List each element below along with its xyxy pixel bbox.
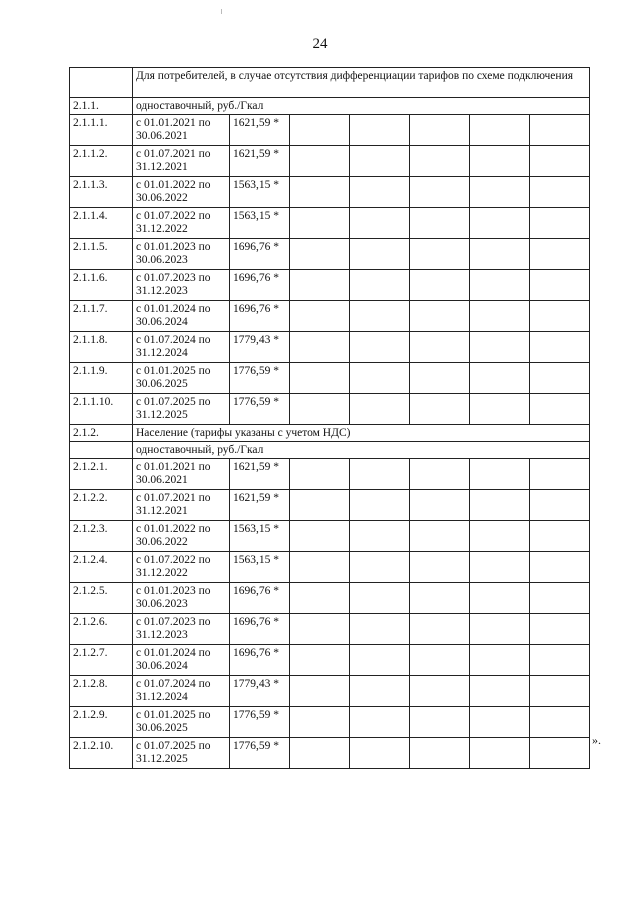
empty-cell <box>290 552 350 583</box>
page-number: 24 <box>312 36 328 52</box>
table-row <box>70 115 590 146</box>
empty-cell <box>530 363 590 394</box>
row-tariff-value: 1696,76 * <box>230 270 290 301</box>
period-start: с 01.01.2025 по <box>136 709 211 721</box>
empty-cell <box>350 583 410 614</box>
empty-cell <box>290 583 350 614</box>
row-tariff-value: 1696,76 * <box>230 583 290 614</box>
subsection-row <box>70 442 590 459</box>
empty-cell <box>410 177 470 208</box>
row-tariff-value: 1563,15 * <box>230 177 290 208</box>
row-period <box>133 521 230 552</box>
row-code: 2.1.1.2. <box>70 146 133 177</box>
empty-cell <box>530 394 590 425</box>
empty-cell <box>290 363 350 394</box>
empty-cell <box>470 645 530 676</box>
empty-cell <box>530 490 590 521</box>
empty-cell <box>350 645 410 676</box>
row-period <box>133 645 230 676</box>
section-code: 2.1.2. <box>70 425 133 442</box>
section-row <box>70 425 590 442</box>
empty-cell <box>470 146 530 177</box>
period-end: 31.12.2021 <box>136 505 188 517</box>
row-period <box>133 552 230 583</box>
row-tariff-value: 1776,59 * <box>230 394 290 425</box>
empty-cell <box>530 115 590 146</box>
table-row <box>70 521 590 552</box>
empty-cell <box>530 208 590 239</box>
header-title: Для потребителей, в случае отсутствия дифференциации тарифов по схеме подключения <box>133 68 590 98</box>
empty-cell <box>290 239 350 270</box>
empty-cell <box>290 146 350 177</box>
period-end: 31.12.2023 <box>136 629 188 641</box>
period-end: 30.06.2022 <box>136 536 188 548</box>
row-code: 2.1.1.3. <box>70 177 133 208</box>
empty-cell <box>530 614 590 645</box>
empty-cell <box>290 707 350 738</box>
empty-cell <box>410 707 470 738</box>
empty-cell <box>470 583 530 614</box>
empty-cell <box>530 521 590 552</box>
empty-cell <box>530 738 590 769</box>
row-code: 2.1.1.1. <box>70 115 133 146</box>
empty-cell <box>290 459 350 490</box>
period-end: 30.06.2023 <box>136 598 188 610</box>
empty-cell <box>410 363 470 394</box>
empty-cell <box>470 552 530 583</box>
section-b-rows <box>70 459 590 769</box>
table-row <box>70 301 590 332</box>
empty-cell <box>350 332 410 363</box>
empty-cell <box>530 552 590 583</box>
row-period <box>133 459 230 490</box>
empty-cell <box>470 270 530 301</box>
empty-cell <box>350 394 410 425</box>
row-tariff-value: 1696,76 * <box>230 614 290 645</box>
empty-cell <box>290 521 350 552</box>
row-period <box>133 707 230 738</box>
empty-cell <box>410 239 470 270</box>
header-row <box>70 68 590 98</box>
period-start: с 01.07.2022 по <box>136 554 211 566</box>
row-code: 2.1.2.4. <box>70 552 133 583</box>
empty-cell <box>350 301 410 332</box>
table-row <box>70 738 590 769</box>
empty-cell <box>410 115 470 146</box>
row-tariff-value: 1776,59 * <box>230 707 290 738</box>
period-end: 30.06.2021 <box>136 130 188 142</box>
period-start: с 01.01.2023 по <box>136 585 211 597</box>
empty-cell <box>350 614 410 645</box>
row-code: 2.1.2.9. <box>70 707 133 738</box>
row-code: 2.1.1.5. <box>70 239 133 270</box>
table-row <box>70 676 590 707</box>
empty-cell <box>290 270 350 301</box>
empty-cell <box>350 239 410 270</box>
row-tariff-value: 1563,15 * <box>230 552 290 583</box>
empty-cell <box>530 270 590 301</box>
empty-cell <box>470 676 530 707</box>
table-row <box>70 363 590 394</box>
empty-cell <box>350 363 410 394</box>
empty-cell <box>290 394 350 425</box>
empty-cell <box>410 552 470 583</box>
period-end: 30.06.2025 <box>136 378 188 390</box>
table-row <box>70 459 590 490</box>
period-end: 30.06.2023 <box>136 254 188 266</box>
empty-cell <box>290 177 350 208</box>
row-period <box>133 115 230 146</box>
empty-cell <box>470 614 530 645</box>
empty-cell <box>470 177 530 208</box>
row-tariff-value: 1776,59 * <box>230 738 290 769</box>
empty-cell <box>350 115 410 146</box>
empty-cell <box>470 490 530 521</box>
period-start: с 01.01.2021 по <box>136 117 211 129</box>
empty-cell <box>470 301 530 332</box>
empty-cell <box>530 332 590 363</box>
row-tariff-value: 1621,59 * <box>230 146 290 177</box>
period-end: 31.12.2023 <box>136 285 188 297</box>
row-tariff-value: 1696,76 * <box>230 645 290 676</box>
empty-cell <box>530 707 590 738</box>
period-start: с 01.01.2023 по <box>136 241 211 253</box>
section-row <box>70 98 590 115</box>
empty-cell <box>410 208 470 239</box>
row-code: 2.1.2.8. <box>70 676 133 707</box>
table-row <box>70 332 590 363</box>
row-period <box>133 583 230 614</box>
empty-cell <box>470 332 530 363</box>
subsection-code-cell <box>70 442 133 459</box>
period-start: с 01.01.2025 по <box>136 365 211 377</box>
row-code: 2.1.1.7. <box>70 301 133 332</box>
row-code: 2.1.1.6. <box>70 270 133 301</box>
period-end: 30.06.2024 <box>136 316 188 328</box>
section-label: одноставочный, руб./Гкал <box>133 442 590 459</box>
empty-cell <box>290 614 350 645</box>
row-code: 2.1.1.9. <box>70 363 133 394</box>
period-end: 30.06.2021 <box>136 474 188 486</box>
table-row <box>70 146 590 177</box>
empty-cell <box>410 645 470 676</box>
empty-cell <box>470 459 530 490</box>
row-tariff-value: 1779,43 * <box>230 676 290 707</box>
closing-quote: ». <box>592 733 601 747</box>
empty-cell <box>350 552 410 583</box>
period-end: 30.06.2022 <box>136 192 188 204</box>
empty-cell <box>530 459 590 490</box>
empty-cell <box>290 332 350 363</box>
row-period <box>133 208 230 239</box>
empty-cell <box>410 394 470 425</box>
empty-cell <box>410 614 470 645</box>
section-label: одноставочный, руб./Гкал <box>133 98 590 115</box>
empty-cell <box>530 676 590 707</box>
period-start: с 01.01.2024 по <box>136 303 211 315</box>
table-row <box>70 490 590 521</box>
empty-cell <box>530 146 590 177</box>
empty-cell <box>530 583 590 614</box>
empty-cell <box>470 394 530 425</box>
table-row <box>70 707 590 738</box>
empty-cell <box>410 490 470 521</box>
section-title: Население (тарифы указаны с учетом НДС) <box>133 425 590 442</box>
empty-cell <box>350 270 410 301</box>
period-end: 31.12.2025 <box>136 753 188 765</box>
row-tariff-value: 1776,59 * <box>230 363 290 394</box>
period-start: с 01.07.2023 по <box>136 272 211 284</box>
row-tariff-value: 1563,15 * <box>230 521 290 552</box>
row-period <box>133 676 230 707</box>
empty-cell <box>470 707 530 738</box>
empty-cell <box>290 115 350 146</box>
row-code: 2.1.1.8. <box>70 332 133 363</box>
empty-cell <box>290 301 350 332</box>
table-row <box>70 614 590 645</box>
period-start: с 01.01.2021 по <box>136 461 211 473</box>
table-row <box>70 394 590 425</box>
row-period <box>133 614 230 645</box>
empty-cell <box>290 208 350 239</box>
row-code: 2.1.1.10. <box>70 394 133 425</box>
period-end: 30.06.2024 <box>136 660 188 672</box>
row-tariff-value: 1563,15 * <box>230 208 290 239</box>
period-start: с 01.07.2022 по <box>136 210 211 222</box>
row-code: 2.1.2.5. <box>70 583 133 614</box>
empty-cell <box>470 208 530 239</box>
empty-cell <box>530 239 590 270</box>
period-end: 31.12.2022 <box>136 223 188 235</box>
period-end: 30.06.2025 <box>136 722 188 734</box>
empty-cell <box>350 459 410 490</box>
row-code: 2.1.2.1. <box>70 459 133 490</box>
period-end: 31.12.2025 <box>136 409 188 421</box>
empty-cell <box>410 146 470 177</box>
period-start: с 01.07.2025 по <box>136 740 211 752</box>
period-start: с 01.01.2022 по <box>136 523 211 535</box>
table-row <box>70 270 590 301</box>
table-row <box>70 645 590 676</box>
empty-cell <box>410 270 470 301</box>
table-row <box>70 208 590 239</box>
empty-cell <box>410 521 470 552</box>
empty-cell <box>530 645 590 676</box>
empty-cell <box>530 177 590 208</box>
row-period <box>133 738 230 769</box>
empty-cell <box>350 707 410 738</box>
row-tariff-value: 1779,43 * <box>230 332 290 363</box>
period-start: с 01.07.2021 по <box>136 492 211 504</box>
row-period <box>133 239 230 270</box>
row-period <box>133 490 230 521</box>
empty-cell <box>470 363 530 394</box>
empty-cell <box>530 301 590 332</box>
row-code: 2.1.2.10. <box>70 738 133 769</box>
row-tariff-value: 1621,59 * <box>230 490 290 521</box>
section-a-rows <box>70 115 590 425</box>
empty-cell <box>410 738 470 769</box>
empty-cell <box>290 676 350 707</box>
empty-cell <box>410 676 470 707</box>
period-start: с 01.01.2024 по <box>136 647 211 659</box>
row-period <box>133 270 230 301</box>
period-start: с 01.07.2023 по <box>136 616 211 628</box>
empty-cell <box>290 645 350 676</box>
row-tariff-value: 1621,59 * <box>230 459 290 490</box>
period-start: с 01.07.2021 по <box>136 148 211 160</box>
table-row <box>70 177 590 208</box>
row-period <box>133 301 230 332</box>
empty-cell <box>470 521 530 552</box>
row-tariff-value: 1696,76 * <box>230 301 290 332</box>
row-period <box>133 363 230 394</box>
empty-cell <box>350 208 410 239</box>
period-end: 31.12.2024 <box>136 691 188 703</box>
period-end: 31.12.2021 <box>136 161 188 173</box>
empty-cell <box>290 738 350 769</box>
period-end: 31.12.2024 <box>136 347 188 359</box>
table-row <box>70 583 590 614</box>
row-period <box>133 394 230 425</box>
row-code: 2.1.2.3. <box>70 521 133 552</box>
empty-cell <box>290 490 350 521</box>
scan-mark <box>221 9 222 14</box>
section-code: 2.1.1. <box>70 98 133 115</box>
table-row <box>70 552 590 583</box>
empty-cell <box>350 146 410 177</box>
row-period <box>133 177 230 208</box>
empty-cell <box>470 115 530 146</box>
header-code-cell <box>70 68 133 98</box>
row-tariff-value: 1696,76 * <box>230 239 290 270</box>
period-start: с 01.01.2022 по <box>136 179 211 191</box>
empty-cell <box>350 521 410 552</box>
empty-cell <box>410 583 470 614</box>
empty-cell <box>470 738 530 769</box>
table-row <box>70 239 590 270</box>
tariff-table <box>69 67 590 769</box>
empty-cell <box>410 459 470 490</box>
empty-cell <box>350 177 410 208</box>
period-start: с 01.07.2024 по <box>136 334 211 346</box>
row-code: 2.1.1.4. <box>70 208 133 239</box>
empty-cell <box>350 676 410 707</box>
period-end: 31.12.2022 <box>136 567 188 579</box>
row-code: 2.1.2.2. <box>70 490 133 521</box>
period-start: с 01.07.2024 по <box>136 678 211 690</box>
row-period <box>133 146 230 177</box>
row-code: 2.1.2.7. <box>70 645 133 676</box>
row-code: 2.1.2.6. <box>70 614 133 645</box>
empty-cell <box>350 738 410 769</box>
empty-cell <box>350 490 410 521</box>
period-start: с 01.07.2025 по <box>136 396 211 408</box>
row-period <box>133 332 230 363</box>
empty-cell <box>410 332 470 363</box>
row-tariff-value: 1621,59 * <box>230 115 290 146</box>
empty-cell <box>410 301 470 332</box>
empty-cell <box>470 239 530 270</box>
